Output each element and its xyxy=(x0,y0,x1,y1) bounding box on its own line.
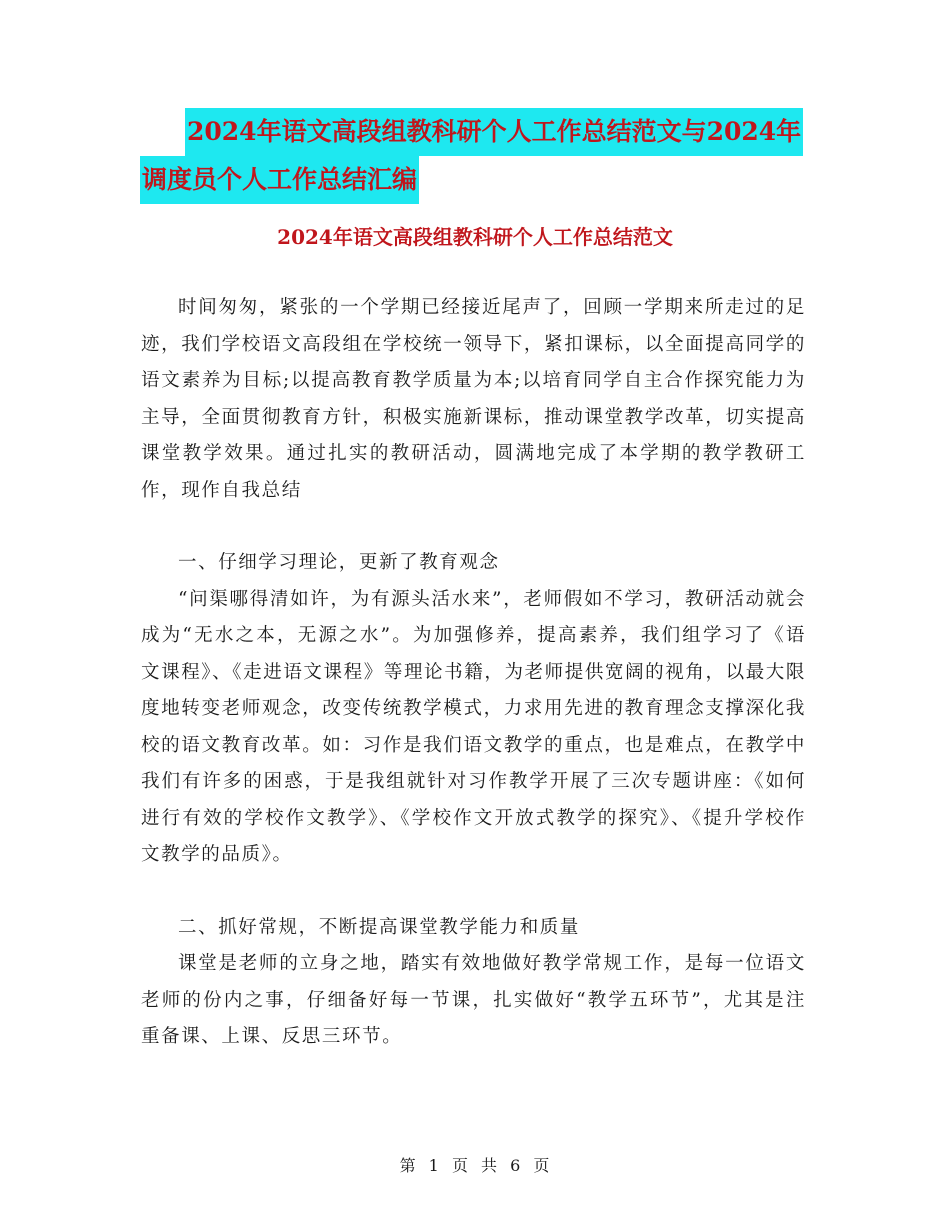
paragraph-spacer xyxy=(141,874,806,910)
paragraph-spacer xyxy=(141,509,806,545)
document-body xyxy=(141,290,806,1056)
section-subtitle: 2024年语文高段组教科研个人工作总结范文 xyxy=(277,225,673,249)
document-title xyxy=(140,108,820,204)
section-2-paragraph: 课堂是老师的立身之地，踏实有效地做好教学常规工作，是每一位语文老师的份内之事，仔细备好每一节课，扎实做好“教学五环节”，尤其是注重备课、上课、反思三环节。 xyxy=(141,953,806,1047)
section-1-heading: 一、仔细学习理论，更新了教育观念 xyxy=(178,552,500,573)
title-line-1: 2024年语文高段组教科研个人工作总结范文与2024年 xyxy=(185,108,803,156)
section-2-heading: 二、抓好常规，不断提高课堂教学能力和质量 xyxy=(178,916,581,938)
intro-paragraph: 时间匆匆，紧张的一个学期已经接近尾声了，回顾一学期来所走过的足迹，我们学校语文高段组在学校统一领导下，紧扣课标，以全面提高同学的语文素养为目标;以提高教育教学质量为本;以培育同学自主合作探究能力为主导，全面贯彻教育方针，积极实施新课标，推动课堂教学改革，切实提高课堂教学效果。通过扎实的教研活动，圆满地完成了本学期的教学教研工作，现作自我总结 xyxy=(141,297,806,501)
title-line-2: 调度员个人工作总结汇编 xyxy=(140,156,419,204)
section-1-paragraph: “问渠哪得清如许，为有源头活水来”，老师假如不学习，教研活动就会成为“无水之本，无源之水”。为加强修养，提高素养，我们组学习了《语文课程》、《走进语文课程》等理论书籍，为老师提供宽阔的视角，以最大限度地转变老师观念，改变传统教学模式，力求用先进的教育理念支撑深化我校的语文教育改革。如：习作是我们语文教学的重点，也是难点，在教学中我们有许多的困惑，于是我组就针对习作教学开展了三次专题讲座：《如何进行有效的学校作文教学》、《学校作文开放式教学的探究》、《提升学校作文教学的品质》。 xyxy=(141,588,806,865)
page-footer: 第 1 页 共 6 页 xyxy=(399,1156,551,1175)
